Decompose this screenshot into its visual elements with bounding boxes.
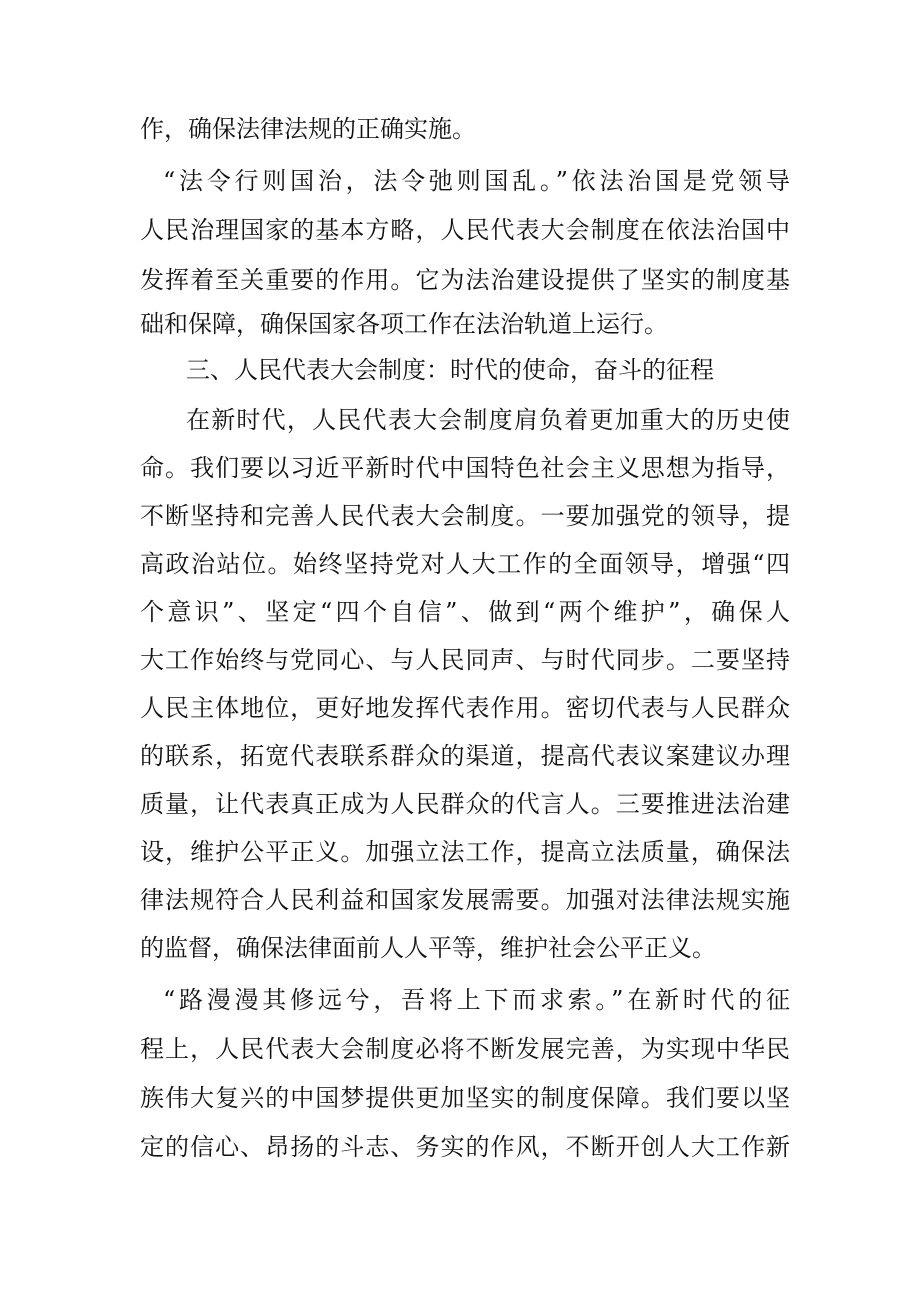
section-heading: 三、人民代表大会制度：时代的使命，奋斗的征程: [186, 356, 714, 384]
paragraph-line: 程上，人民代表大会制度必将不断发展完善，为实现中华民: [140, 1035, 790, 1063]
paragraph-line: 质量，让代表真正成为人民群众的代言人。三要推进法治建: [140, 790, 790, 818]
paragraph-line: “法令行则国治，法令弛则国乱。”依法治国是党领导: [163, 167, 790, 195]
paragraph-line: 的联系，拓宽代表联系群众的渠道，提高代表议案建议办理: [140, 742, 790, 770]
paragraph-line: 高政治站位。始终坚持党对人大工作的全面领导，增强“四: [140, 550, 790, 578]
paragraph-line: 发挥着至关重要的作用。它为法治建设提供了坚实的制度基: [140, 266, 790, 294]
paragraph-line: 作，确保法律法规的正确实施。: [140, 115, 476, 143]
paragraph-line: 不断坚持和完善人民代表大会制度。一要加强党的领导，提: [140, 502, 790, 530]
paragraph-line: 在新时代，人民代表大会制度肩负着更加重大的历史使: [186, 406, 790, 434]
paragraph-line: 设，维护公平正义。加强立法工作，提高立法质量，确保法: [140, 838, 790, 866]
paragraph-line: 的监督，确保法律面前人人平等，维护社会公平正义。: [140, 934, 716, 962]
paragraph-line: 律法规符合人民利益和国家发展需要。加强对法律法规实施: [140, 886, 790, 914]
paragraph-line: “路漫漫其修远兮，吾将上下而求索。”在新时代的征: [163, 986, 790, 1014]
paragraph-line: 命。我们要以习近平新时代中国特色社会主义思想为指导，: [140, 454, 790, 482]
paragraph-line: 族伟大复兴的中国梦提供更加坚实的制度保障。我们要以坚: [140, 1084, 790, 1112]
paragraph-line: 定的信心、昂扬的斗志、务实的作风，不断开创人大工作新: [140, 1133, 790, 1161]
paragraph-line: 大工作始终与党同心、与人民同声、与时代同步。二要坚持: [140, 646, 790, 674]
paragraph-line: 人民主体地位，更好地发挥代表作用。密切代表与人民群众: [140, 694, 790, 722]
paragraph-line: 个意识”、坚定“四个自信”、做到“两个维护”，确保人: [140, 598, 790, 626]
paragraph-line: 人民治理国家的基本方略，人民代表大会制度在依法治国中: [140, 216, 790, 244]
paragraph-line: 础和保障，确保国家各项工作在法治轨道上运行。: [140, 310, 668, 338]
